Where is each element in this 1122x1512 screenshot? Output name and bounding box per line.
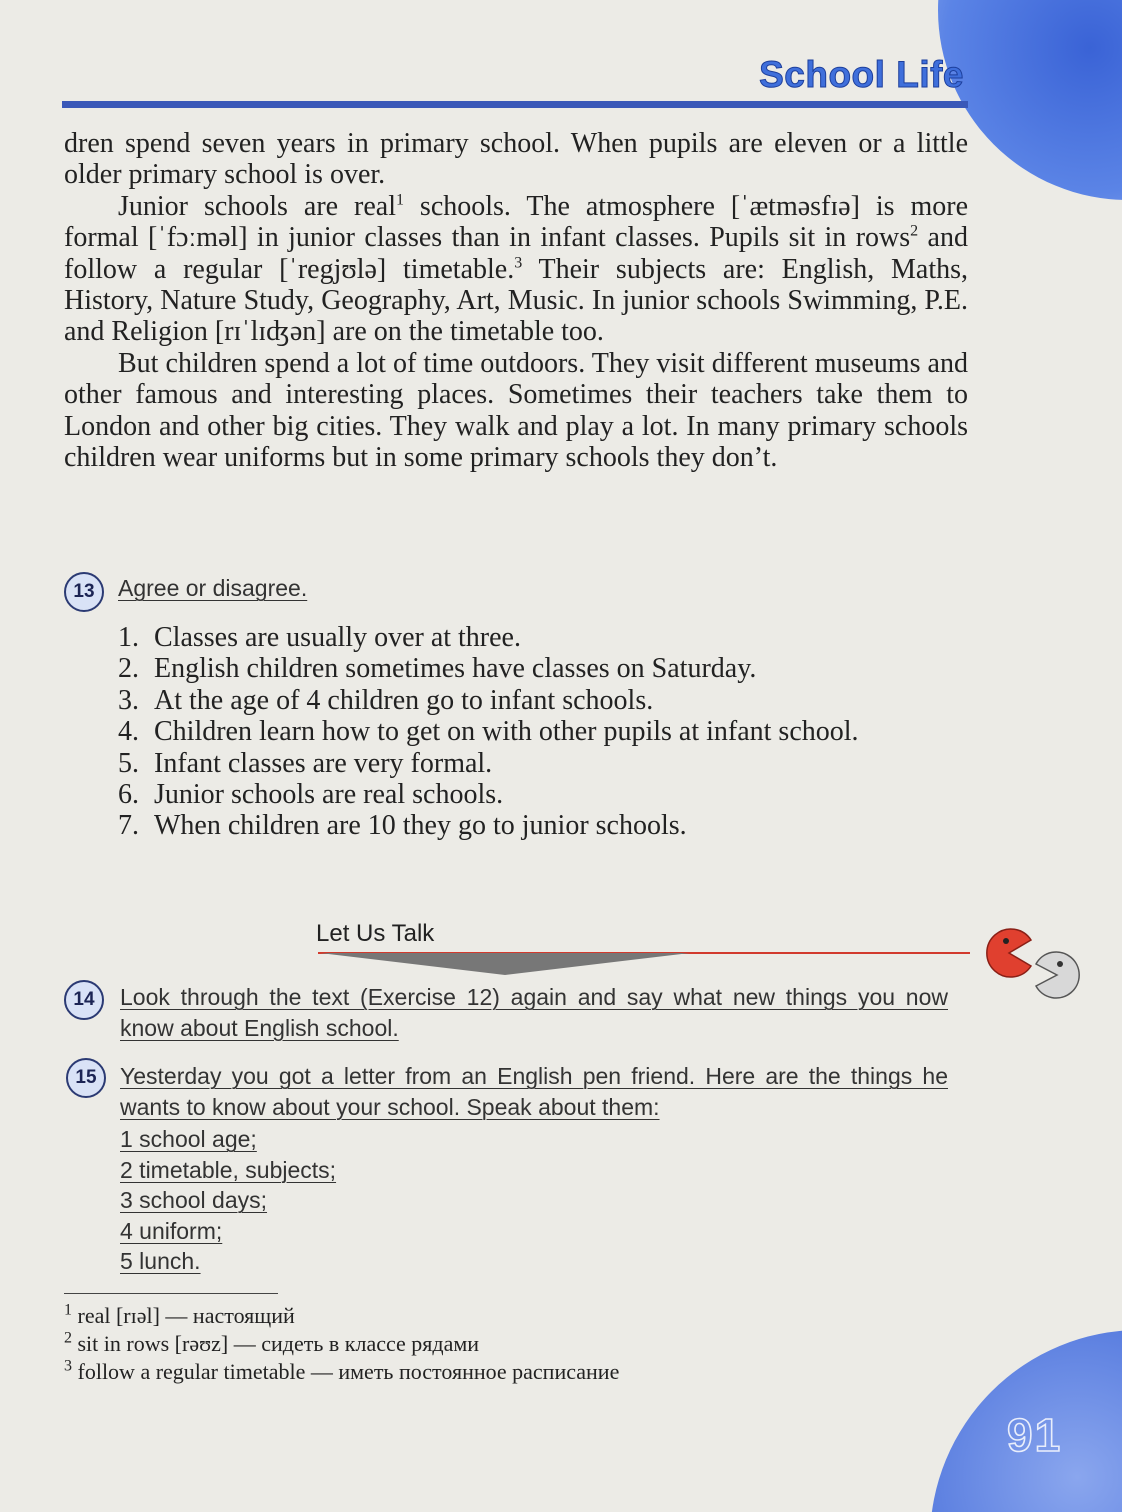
footnote-rule: [64, 1293, 278, 1294]
list-item: [118, 622, 968, 653]
item-text: Classes are usually over at three.: [154, 622, 521, 653]
list-item: [118, 716, 968, 747]
section-wedge-decoration: [320, 953, 690, 975]
item-number: 3.: [118, 684, 139, 716]
footnote-text: sit in rows [rəʊz] — сидеть в классе рядами: [77, 1331, 480, 1356]
list-item: 2 timetable, subjects;: [120, 1156, 337, 1183]
footnotes: [64, 1302, 619, 1386]
footnote-ref-1: 1: [395, 191, 404, 209]
item-text: When children are 10 they go to junior schools.: [154, 810, 687, 842]
footnote-mark: 2: [64, 1329, 72, 1347]
list-item: 4 uniform;: [120, 1217, 223, 1244]
footnote-text: real [rɪəl] — настоящий: [77, 1303, 295, 1328]
footnote: [64, 1358, 619, 1386]
item-text: At the age of 4 children go to infant schools.: [154, 684, 654, 716]
item-number: 6.: [118, 779, 139, 811]
list-item: [118, 685, 968, 716]
item-text: Children learn how to get on with other pupils at infant school.: [154, 716, 859, 748]
item-text: Junior schools are real schools.: [154, 779, 504, 811]
footnote-ref-3: 3: [514, 254, 523, 272]
paragraph-2-part-4: Their subjects are: English, Maths, History, Nature Study, Geography, Art, Music. In junior schools Swimming, P.E. and Religion [rɪˈlɪʤən] are on the timetable too.: [64, 253, 968, 348]
paragraph-2-part-1: Junior schools are real: [118, 190, 396, 222]
exercise-13-statements: [118, 622, 968, 842]
list-item: [118, 653, 968, 684]
paragraph-2-part-2: schools. The atmosphere [ˈætməsfɪə] is more formal [ˈfɔːməl] in junior classes than in infant classes. Pupils sit in rows: [64, 190, 969, 254]
exercise-14-instruction: Look through the text (Exercise 12) again and say what new things you now know about English school.: [120, 984, 948, 1041]
list-item: 5 lunch.: [120, 1248, 201, 1274]
footnote-mark: 3: [64, 1357, 72, 1375]
item-number: 4.: [118, 716, 139, 748]
item-text: Infant classes are very formal.: [154, 747, 493, 779]
exercise-15-instruction: Yesterday you got a letter from an English pen friend. Here are the things he wants to know about your school. Speak about them:: [120, 1063, 948, 1120]
item-number: 7.: [118, 810, 139, 842]
footnote-text: follow a regular timetable — иметь постоянное расписание: [77, 1359, 620, 1384]
list-item: 3 school days;: [120, 1187, 268, 1213]
exercise-13-instruction: Agree or disagree.: [118, 575, 308, 601]
footnote-ref-2: 2: [910, 222, 919, 240]
exercise-15-number-badge: 15: [66, 1058, 106, 1098]
paragraph-3: But children spend a lot of time outdoors. They visit different museums and other famous and interesting places. Sometimes their teachers take them to London and other big cities. They walk and play a lot. In many primary schools children wear uniforms but in some primary schools they don’t.: [64, 347, 968, 474]
paragraph-2: [64, 191, 968, 348]
exercise-14-number-badge: 14: [64, 980, 104, 1020]
pacman-red-icon: [984, 928, 1034, 978]
exercise-13-number-badge: 13: [64, 572, 104, 612]
header-rule: [62, 101, 968, 108]
page-number: 91: [1007, 1409, 1063, 1461]
item-text: English children sometimes have classes on Saturday.: [154, 653, 757, 685]
item-number: 5.: [118, 747, 139, 779]
pacman-grey-icon: [1032, 950, 1082, 1000]
item-number: 1.: [118, 622, 139, 653]
paragraph-2-part-3: and follow a regular [ˈregjʊlə] timetable.: [64, 222, 968, 285]
item-number: 2.: [118, 653, 139, 685]
reading-text: [64, 128, 968, 473]
paragraph-1: dren spend seven years in primary school. When pupils are eleven or a little older primary school is over.: [64, 128, 968, 191]
list-item: 1 school age;: [120, 1126, 257, 1152]
list-item: [118, 810, 968, 841]
list-item: [118, 779, 968, 810]
footnote-mark: 1: [64, 1301, 72, 1319]
running-header-title: School Life: [759, 54, 964, 95]
footnote: [64, 1330, 619, 1358]
exercise-15-topics: [120, 1124, 336, 1277]
list-item: [118, 748, 968, 779]
footnote: [64, 1302, 619, 1330]
section-title-let-us-talk: Let Us Talk: [316, 920, 435, 947]
